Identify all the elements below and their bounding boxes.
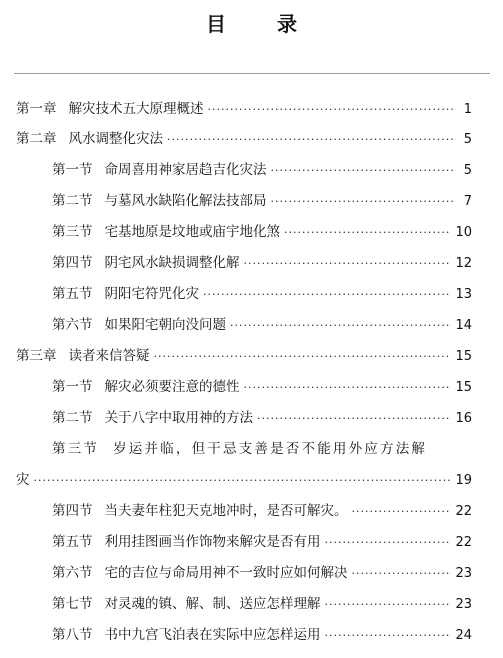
entry-number: 第一节 — [52, 162, 93, 178]
entry-page: 24 — [455, 628, 472, 643]
entry-number: 第五节 — [52, 534, 93, 550]
entry-page: 19 — [455, 473, 472, 488]
entry-number: 第四节 — [52, 503, 93, 519]
leader-dots — [244, 381, 452, 394]
entry-title: 如果阳宅朝向没问题 — [104, 317, 226, 333]
entry-number: 第六节 — [52, 565, 93, 581]
toc-entry-wrapped-second-line[interactable] — [16, 468, 472, 488]
entry-title: 读者来信答疑 — [68, 348, 150, 364]
leader-dots — [271, 164, 457, 177]
entry-title-continuation: 灾 — [16, 472, 30, 488]
leader-dots — [208, 103, 457, 116]
entry-page: 1 — [463, 102, 472, 117]
entry-title: 风水调整化灾法 — [68, 131, 163, 147]
entry-page: 5 — [463, 132, 472, 147]
entry-title: 宅的吉位与命局用神不一致时应如何解决 — [104, 565, 348, 581]
entry-title: 与墓风水缺陷化解法技部局 — [104, 193, 267, 209]
toc-entry[interactable] — [16, 344, 472, 364]
toc-entry[interactable] — [52, 623, 472, 643]
entry-number: 第一章 — [16, 101, 57, 117]
toc-entry[interactable] — [52, 282, 472, 302]
leader-dots — [325, 536, 452, 549]
entry-title: 岁运并临，但干忌支善是否不能用外应方法解 — [113, 441, 428, 457]
toc-entry[interactable] — [52, 251, 472, 271]
entry-page: 23 — [455, 566, 472, 581]
leader-dots — [257, 412, 451, 425]
title-divider — [14, 73, 490, 74]
entry-title: 命周喜用神家居趋吉化灾法 — [104, 162, 267, 178]
entry-page: 7 — [463, 194, 472, 209]
toc-entry[interactable] — [52, 530, 472, 550]
entry-number: 第八节 — [52, 627, 93, 643]
leader-dots — [34, 474, 452, 487]
entry-title: 阴阳宅符咒化灾 — [104, 286, 199, 302]
page-title: 目 录 — [206, 12, 319, 36]
leader-dots — [352, 567, 452, 580]
leader-dots — [230, 319, 451, 332]
leader-dots — [154, 350, 452, 363]
leader-dots — [271, 195, 457, 208]
entry-number: 第二章 — [16, 131, 57, 147]
leader-dots — [325, 598, 452, 611]
leader-dots — [325, 629, 452, 642]
entry-page: 15 — [455, 349, 472, 364]
entry-page: 16 — [455, 411, 472, 426]
toc-entry[interactable] — [52, 375, 472, 395]
entry-title: 宅基地原是坟地或庙宇地化煞 — [104, 224, 280, 240]
entry-page: 22 — [455, 535, 472, 550]
entry-title: 解灾必须要注意的德性 — [104, 379, 240, 395]
entry-title: 阴宅风水缺损调整化解 — [104, 255, 240, 271]
entry-title: 关于八字中取用神的方法 — [104, 410, 253, 426]
toc-entry[interactable] — [52, 189, 472, 209]
leader-dots — [284, 226, 451, 239]
entry-number: 第七节 — [52, 596, 93, 612]
entry-number: 第三节 — [52, 441, 100, 457]
toc-entry[interactable] — [52, 561, 472, 581]
entry-number: 第二节 — [52, 410, 93, 426]
leader-dots — [244, 257, 452, 270]
entry-title: 利用挂图画当作饰物来解灾是否有用 — [104, 534, 321, 550]
entry-page: 22 — [455, 504, 472, 519]
entry-page: 23 — [455, 597, 472, 612]
toc-entry[interactable] — [52, 313, 472, 333]
toc-entry[interactable] — [52, 406, 472, 426]
entry-number: 第三节 — [52, 224, 93, 240]
entry-page: 14 — [455, 318, 472, 333]
entry-title: 对灵魂的镇、解、制、送应怎样理解 — [104, 596, 321, 612]
entry-page: 5 — [463, 163, 472, 178]
entry-page: 13 — [455, 287, 472, 302]
entry-title: 解灾技术五大原理概述 — [68, 101, 204, 117]
leader-dots — [167, 133, 456, 146]
toc-entry[interactable] — [16, 127, 472, 147]
entry-title: 当夫妻年柱犯天克地冲时，是否可解灾。 — [104, 503, 348, 519]
entry-page: 15 — [455, 380, 472, 395]
entry-page: 12 — [455, 256, 472, 271]
leader-dots — [203, 288, 451, 301]
entry-page: 10 — [455, 225, 472, 240]
toc-entry-wrapped-first-line[interactable] — [52, 437, 492, 457]
toc-entry[interactable] — [52, 220, 472, 240]
entry-number: 第六节 — [52, 317, 93, 333]
entry-number: 第五节 — [52, 286, 93, 302]
entry-title: 书中九宫飞泊表在实际中应怎样运用 — [104, 627, 321, 643]
toc-entry[interactable] — [52, 499, 472, 519]
entry-number: 第三章 — [16, 348, 57, 364]
entry-number: 第二节 — [52, 193, 93, 209]
entry-number: 第一节 — [52, 379, 93, 395]
entry-number: 第四节 — [52, 255, 93, 271]
leader-dots — [352, 505, 452, 518]
toc-entry[interactable] — [52, 592, 472, 612]
toc-entry[interactable] — [52, 158, 472, 178]
toc-entry[interactable] — [16, 97, 472, 117]
